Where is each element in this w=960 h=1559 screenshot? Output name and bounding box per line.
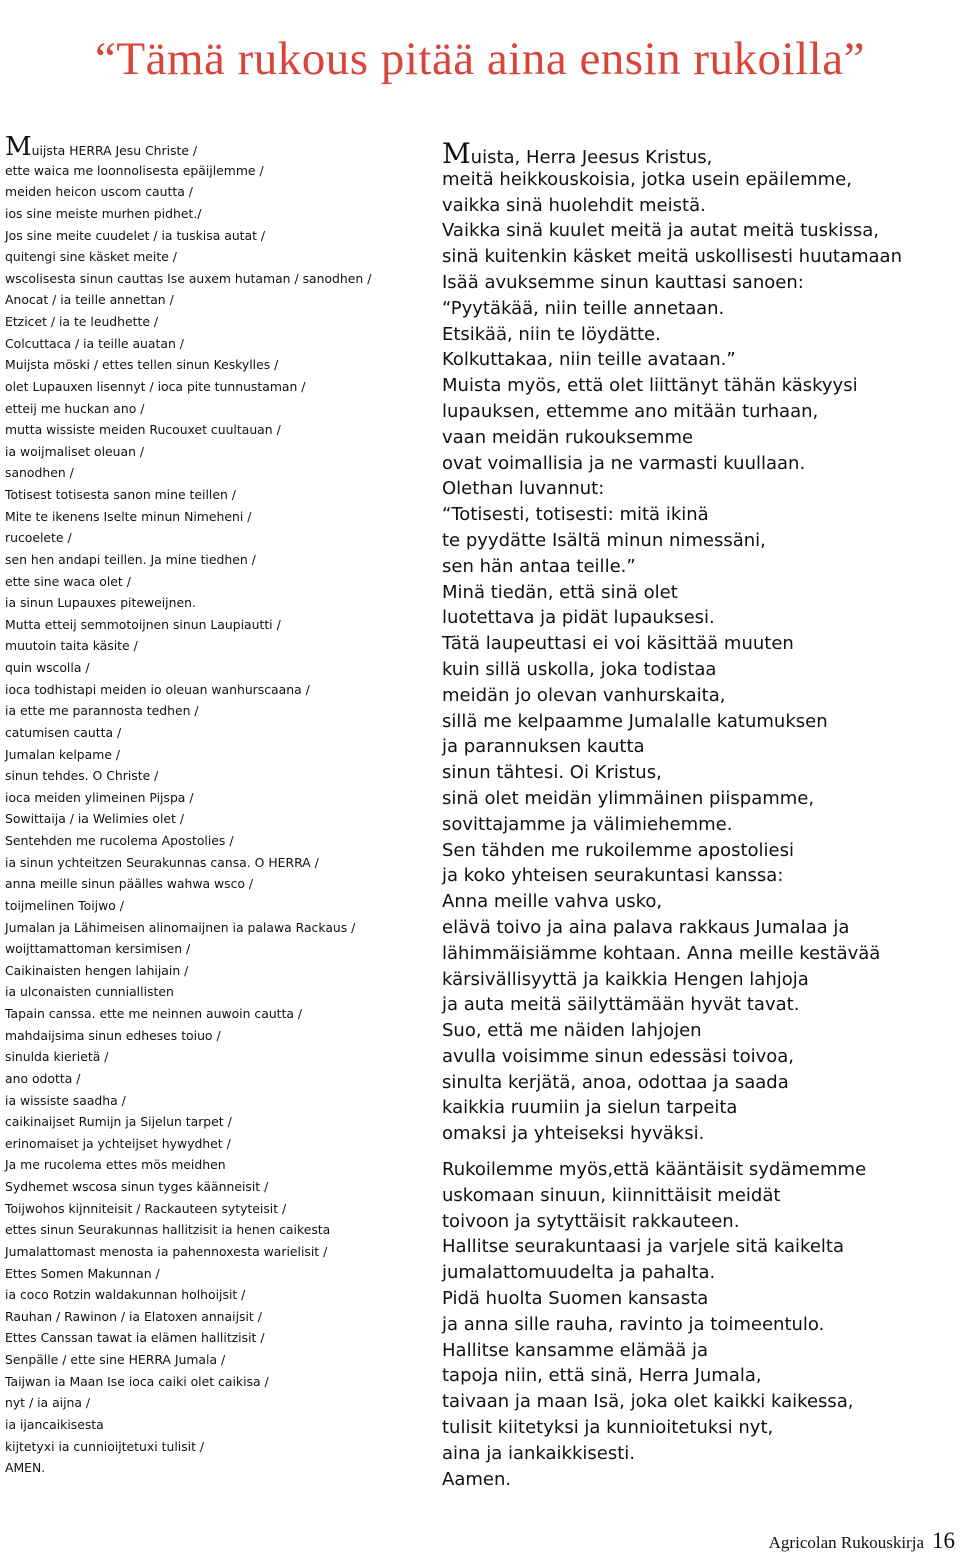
text-line: Jumalattomast menosta ia pahennoxesta warielisit / [5, 1243, 328, 1259]
text-line: ia ulconaisten cunniallisten [5, 984, 174, 1000]
text-line: “Pyytäkää, niin teille annetaan. [442, 297, 725, 319]
text-line: jumalattomuudelta ja pahalta. [442, 1262, 716, 1284]
text-line: Caikinaisten hengen lahijain / [5, 962, 189, 978]
text-line: ios sine meiste murhen pidhet./ [5, 205, 202, 221]
text-line: sovittajamme ja välimiehemme. [442, 813, 733, 835]
text-line: avulla voisimme sinun edessäsi toivoa, [442, 1045, 795, 1067]
text-line: Etsikää, niin te löydätte. [442, 323, 661, 345]
text-line: Kolkuttakaa, niin teille avataan.” [442, 349, 736, 371]
text-line: Taijwan ia Maan Ise ioca caiki olet caikisa / [5, 1373, 269, 1389]
text-line: Vaikka sinä kuulet meitä ja autat meitä tuskissa, [442, 220, 879, 242]
text-line: te pyydätte Isältä minun nimessäni, [442, 529, 766, 551]
text-line: ia sinun Lupauxes piteweijnen. [5, 595, 196, 611]
text-line: Sen tähden me rukoilemme apostoliesi [442, 839, 795, 861]
text-line: Ja me rucolema ettes mös meidhen [5, 1157, 226, 1173]
text-line: Suo, että me näiden lahjojen [442, 1020, 702, 1042]
text-line: Sowittaija / ia Welimies olet / [5, 811, 185, 827]
text-line: omaksi ja yhteiseksi hyväksi. [442, 1123, 705, 1145]
text-line: “Totisesti, totisesti: mitä ikinä [442, 504, 709, 526]
text-line: kärsivällisyyttä ja kaikkia Hengen lahjoja [442, 968, 809, 990]
text-line: meiden heicon uscom cautta / [5, 184, 193, 200]
text-line: AMEN. [5, 1460, 46, 1476]
book-title: Agricolan Rukouskirja [768, 1533, 924, 1552]
text-line: Totisest totisesta sanon mine teillen / [5, 487, 236, 502]
text-line: anna meille sinun päälles wahwa wsco / [5, 876, 254, 892]
text-line: vaan meidän rukouksemme [442, 426, 694, 448]
text-line: Ettes Canssan tawat ia elämen hallitzisit / [5, 1330, 265, 1346]
text-line: ia ette me parannosta tedhen / [5, 703, 199, 719]
text-line: nyt / ia aijna / [5, 1395, 91, 1411]
text-line: toivoon ja sytyttäisit rakkauteen. [442, 1210, 740, 1232]
text-line: Sydhemet wscosa sinun tyges käänneisit / [5, 1179, 269, 1194]
text-line: Rauhan / Rawinon / ia Elatoxen annaijsit / [5, 1308, 262, 1324]
text-line: ette sine waca olet / [5, 573, 131, 589]
text-line: Jumalan ja Lähimeisen alinomaijnen ia palawa Rackaus / [5, 919, 356, 935]
text-line: Jumalan kelpame / [5, 746, 121, 762]
text-line: uskomaan sinuun, kiinnittäisit meidät [442, 1184, 781, 1206]
drop-cap: M [5, 132, 32, 162]
text-line: ia sinun ychteitzen Seurakunnas cansa. O HERRA / [5, 854, 319, 870]
text-line: tapoja niin, että sinä, Herra Jumala, [442, 1365, 762, 1387]
text-line: ia ijancaikisesta [5, 1416, 104, 1432]
text-line: Hallitse kansamme elämää ja [442, 1339, 709, 1361]
text-line: ioca todhistapi meiden io oleuan wanhurscaana / [5, 681, 310, 697]
text-line: sinun tähtesi. Oi Kristus, [442, 762, 662, 784]
text-line: Hallitse seurakuntaasi ja varjele sitä kaikelta [442, 1236, 844, 1258]
text-line-rest: uijsta HERRA Jesu Christe / [31, 143, 198, 158]
text-line: ja auta meitä säilyttämään hyvät tavat. [442, 994, 800, 1016]
text-line: Sentehden me rucolema Apostolies / [5, 833, 234, 848]
text-line: sillä me kelpaamme Jumalalle katumuksen [442, 710, 828, 732]
text-line: Etzicet / ia te leudhette / [5, 314, 159, 329]
text-line: ia coco Rotzin waldakunnan holhoijsit / [5, 1287, 246, 1303]
modern-finnish-prayer-text [442, 137, 954, 1492]
text-line: mahdaijsima sinun edheses toiuo / [5, 1027, 221, 1043]
text-line: ia woijmaliset oleuan / [5, 443, 145, 459]
text-line: muutoin taita käsite / [5, 638, 138, 654]
page-footer [769, 1528, 955, 1554]
text-line: Pidä huolta Suomen kansasta [442, 1288, 709, 1310]
modern-prayer-paragraph-2 [442, 1157, 954, 1492]
text-line: ja anna sille rauha, ravinto ja toimeentulo. [442, 1313, 825, 1335]
text-line: Mite te ikenens Iselte minun Nimeheni / [5, 508, 252, 524]
text-line: lupauksen, ettemme ano mitään turhaan, [442, 400, 819, 422]
text-line: sinä olet meidän ylimmäinen piispamme, [442, 787, 815, 809]
text-line [5, 132, 425, 162]
text-line: quitengi sine käsket meite / [5, 249, 177, 265]
text-line-rest: uista, Herra Jeesus Kristus, [470, 147, 713, 168]
text-line: ioca meiden ylimeinen Pijspa / [5, 789, 194, 805]
text-line: Mutta etteij semmotoijnen sinun Laupiautti / [5, 616, 281, 632]
text-line: Ettes Somen Makunnan / [5, 1265, 160, 1281]
text-line: kijtetyxi ia cunnioijtetuxi tulisit / [5, 1438, 205, 1454]
text-line: wscolisesta sinun cauttas Ise auxem hutaman / sanodhen / [5, 270, 372, 286]
text-line: tulisit kiitetyksi ja kunnioitetuksi nyt, [442, 1417, 774, 1439]
text-line: kaikkia ruumiin ja sielun tarpeita [442, 1097, 738, 1119]
text-line [442, 137, 954, 170]
text-line: sinulta kerjätä, anoa, odottaa ja saada [442, 1071, 789, 1093]
text-line: toijmelinen Toijwo / [5, 897, 124, 913]
text-line: erinomaiset ja ychteijset hywydhet / [5, 1135, 231, 1151]
text-line: ano odotta / [5, 1070, 81, 1086]
text-line: Colcuttaca / ia teille auatan / [5, 335, 184, 351]
text-line: mutta wissiste meiden Rucouxet cuultauan / [5, 422, 281, 438]
text-line: Anocat / ia teille annettan / [5, 292, 174, 308]
text-line: luotettava ja pidät lupauksesi. [442, 607, 715, 629]
text-line: ia wissiste saadha / [5, 1092, 126, 1108]
text-line: ovat voimallisia ja ne varmasti kuullaan. [442, 452, 806, 474]
text-line: lähimmäisiämme kohtaan. Anna meille kestävää [442, 942, 881, 964]
text-line: ja parannuksen kautta [442, 736, 645, 758]
text-line: sen hän antaa teille.” [442, 555, 636, 577]
text-line: meidän jo olevan vanhurskaita, [442, 684, 726, 706]
text-line: caikinaijset Rumijn ja Sijelun tarpet / [5, 1114, 232, 1130]
text-line: Aamen. [442, 1468, 512, 1490]
text-line: Jos sine meite cuudelet / ia tuskisa autat / [5, 227, 266, 243]
text-line: kuin sillä uskolla, joka todistaa [442, 658, 717, 680]
text-line: etteij me huckan ano / [5, 400, 145, 416]
text-line: Anna meille vahva usko, [442, 891, 663, 913]
text-line: ettes sinun Seurakunnas hallitzisit ia henen caikesta [5, 1222, 331, 1238]
text-line: Tapain canssa. ette me neinnen auwoin cautta / [5, 1006, 303, 1021]
old-finnish-prayer-text [5, 132, 425, 1479]
drop-cap: M [442, 137, 471, 170]
text-line: vaikka sinä huolehdit meistä. [442, 194, 706, 216]
text-line: aina ja iankaikkisesti. [442, 1442, 635, 1464]
text-line: quin wscolla / [5, 660, 90, 675]
text-line: sinä kuitenkin käsket meitä uskollisesti huutamaan [442, 246, 902, 268]
text-line: sinun tehdes. O Christe / [5, 768, 159, 784]
text-line: Tätä laupeuttasi ei voi käsittää muuten [442, 633, 794, 655]
text-line: Minä tiedän, että sinä olet [442, 581, 678, 603]
text-line: Muista myös, että olet liittänyt tähän käskyysi [442, 375, 858, 397]
text-line: sanodhen / [5, 465, 74, 481]
text-line: sen hen andapi teillen. Ja mine tiedhen / [5, 551, 256, 567]
text-line: Senpälle / ette sine HERRA Jumala / [5, 1352, 226, 1367]
text-line: ette waica me loonnolisesta epäijlemme / [5, 162, 264, 178]
text-line: taivaan ja maan Isä, joka olet kaikki kaikessa, [442, 1391, 854, 1413]
text-line: Muijsta möski / ettes tellen sinun Keskylles / [5, 357, 279, 373]
text-line: meitä heikkouskoisia, jotka usein epäilemme, [442, 168, 852, 190]
text-line: rucoelete / [5, 530, 72, 546]
text-line: Rukoilemme myös,että kääntäisit sydämemme [442, 1159, 867, 1181]
text-line: Olethan luvannut: [442, 478, 605, 500]
text-line: Isää avuksemme sinun kauttasi sanoen: [442, 271, 804, 293]
modern-prayer-paragraph-1 [442, 137, 954, 1147]
text-line: elävä toivo ja aina palava rakkaus Jumalaa ja [442, 916, 850, 938]
text-line: catumisen cautta / [5, 724, 122, 740]
text-line: ja koko yhteisen seurakuntasi kanssa: [442, 865, 784, 887]
text-line: woijttamattoman kersimisen / [5, 941, 191, 957]
text-line: sinulda kierietä / [5, 1049, 109, 1065]
page-title: “Tämä rukous pitää aina ensin rukoilla” [95, 33, 865, 86]
page-number: 16 [932, 1528, 955, 1553]
text-line: olet Lupauxen lisennyt / ioca pite tunnustaman / [5, 378, 306, 394]
text-line: Toijwohos kijnniteisit / Rackauteen sytyteisit / [5, 1200, 287, 1216]
